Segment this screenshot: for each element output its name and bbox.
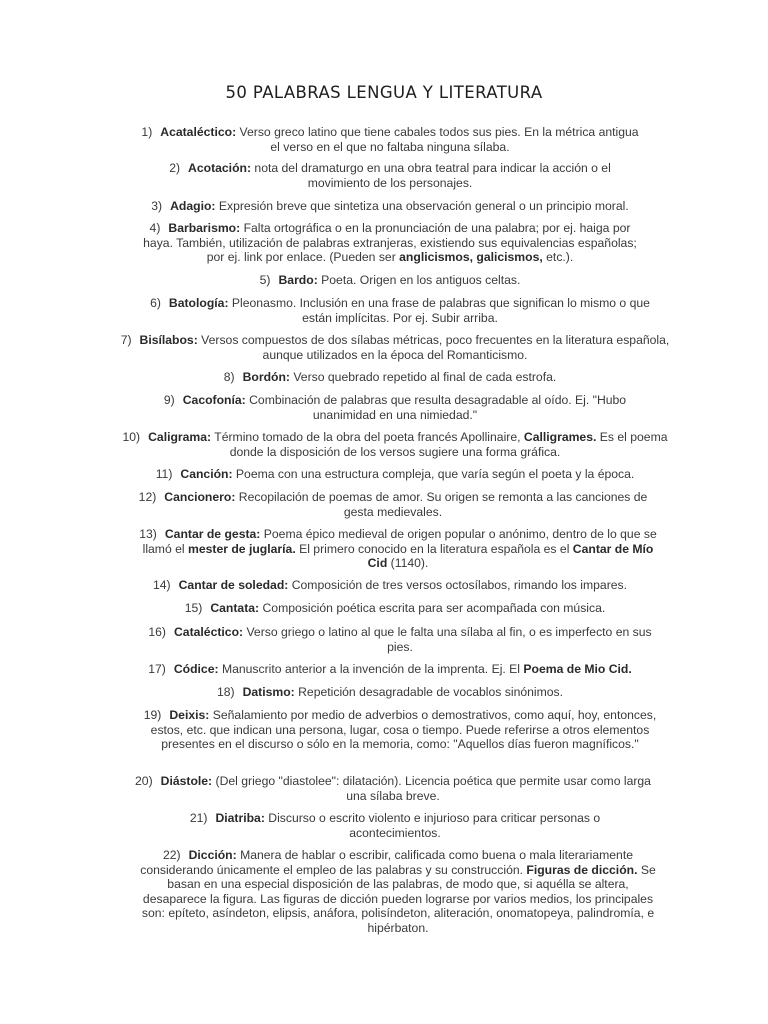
glossary-entry [140, 393, 650, 422]
entry-number: 20) [135, 774, 153, 788]
entry-number: 4) [149, 221, 161, 235]
glossary-entry [140, 161, 640, 190]
entry-text: Verso greco latino que tiene cabales todos sus pies. En la métrica antigua el verso en el que no faltaba ninguna sílaba. [236, 125, 639, 154]
entry-term: mester de juglaría. [188, 541, 296, 556]
entry-text: nota del dramaturgo en una obra teatral para indicar la acción o el movimiento de los personajes. [251, 161, 611, 190]
entry-number: 9) [163, 393, 175, 407]
entry-text: Poema con una estructura compleja, que varía según el poeta y la época. [232, 467, 635, 481]
entry-text: Discurso o escrito violento e injurioso para criticar personas o acontecimientos. [264, 811, 601, 840]
entry-text: El primero conocido en la literatura española es el [295, 541, 573, 556]
entry-text: etc.). [542, 250, 574, 265]
entry-number: 17) [148, 662, 166, 676]
entry-term: anglicismos, galicismos, [399, 250, 543, 265]
entry-number: 8) [223, 370, 235, 384]
entry-text: Composición poética escrita para ser acompañada con música. [259, 601, 606, 615]
entry-text: Pleonasmo. Inclusión en una frase de palabras que significan lo mismo o que están implícitas. Por ej. Subir arriba. [228, 296, 650, 325]
glossary-entry [135, 578, 645, 593]
entry-text: (1140). [387, 556, 429, 571]
entry-number: 5) [259, 273, 271, 287]
glossary-entry [200, 370, 580, 385]
entry-term: Datismo: [242, 685, 295, 699]
entry-text: Es el poema donde la disposición de los versos sugiere una forma gráfica. [229, 430, 668, 459]
entry-number: 2) [169, 161, 181, 175]
glossary-entry [200, 685, 580, 700]
entry-text: Repetición desagradable de vocablos sinónimos. [294, 685, 564, 699]
entry-number: 11) [155, 467, 173, 481]
entry-term: Bisílabos: [139, 333, 198, 347]
entry-term: Cantar de soledad: [178, 578, 289, 592]
glossary-entry [125, 662, 655, 677]
entry-term: Acotación: [188, 161, 252, 175]
entry-term: Batología: [168, 296, 229, 310]
entry-text: (Del griego "diastolee": dilatación). Licencia poética que permite usar como larga una sílaba breve. [212, 774, 651, 803]
entry-text: Manera de hablar o escribir, calificada como buena o mala literariamente considerando únicamente el empleo de las palabras y su construcción. [140, 848, 633, 877]
glossary-entry [130, 467, 660, 482]
entry-term: Cantar de gesta: [164, 527, 261, 541]
entry-number: 18) [216, 685, 235, 699]
entry-term: Cantata: [210, 601, 260, 615]
entry-term: Bordón: [242, 370, 290, 384]
entry-number: 12) [138, 490, 157, 504]
entry-text: Poema épico medieval de origen popular o anónimo, dentro de lo que se llamó el [142, 527, 657, 556]
entry-term: Cancionero: [164, 490, 236, 504]
entry-text: Versos compuestos de dos sílabas métricas, poco frecuentes en la literatura española, aunque utilizados en la época del Romanticismo. [197, 333, 670, 362]
entry-text: Recopilación de poemas de amor. Su origen se remonta a las canciones de gesta medievales. [235, 490, 648, 519]
entry-term: Deixis: [169, 708, 210, 722]
glossary-entry [170, 811, 620, 840]
entry-term: Acataléctico: [160, 125, 237, 139]
entry-term: Diástole: [160, 774, 213, 788]
glossary-entry [128, 774, 658, 803]
entry-term: Dicción: [188, 848, 237, 862]
entry-number: 6) [150, 296, 161, 310]
glossary-entry [120, 430, 670, 459]
document-title: 50 PALABRAS LENGUA Y LITERATURA [225, 83, 543, 102]
glossary-entry [140, 125, 640, 154]
glossary-entry [140, 221, 640, 265]
entry-text: Verso griego o latino al que le falta una sílaba al fin, o es imperfecto en sus pies. [243, 625, 652, 654]
entry-term: Bardo: [278, 273, 318, 287]
entry-number: 16) [148, 625, 166, 639]
glossary-entry [220, 273, 560, 288]
entry-text: Manuscrito anterior a la invención de la imprenta. Ej. El [218, 662, 524, 676]
glossary-entry [140, 625, 660, 654]
glossary-entry [165, 601, 625, 616]
entry-text: Expresión breve que sintetiza una observación general o un principio moral. [215, 199, 629, 213]
entry-term: Canción: [180, 467, 233, 481]
entry-text: Poeta. Origen en los antiguos celtas. [317, 273, 521, 287]
glossary-entry [128, 490, 658, 519]
entry-text: Término tomado de la obra del poeta francés Apollinaire, [211, 430, 524, 444]
entry-number: 3) [151, 199, 163, 213]
entry-term: Barbarismo: [168, 221, 241, 235]
entry-text: Verso quebrado repetido al final de cada estrofa. [289, 370, 557, 384]
entry-text: Composición de tres versos octosílabos, rimando los impares. [288, 578, 628, 592]
glossary-entry [140, 708, 660, 752]
entry-term: Caligrama: [148, 430, 212, 444]
entry-term: Calligrames. [523, 430, 597, 444]
entry-term: Diatriba: [215, 811, 265, 825]
entry-term: Figuras de dicción. [526, 862, 638, 877]
glossary-entry [138, 527, 658, 571]
entry-text: Falta ortográfica o en la pronunciación de una palabra; por ej. haiga por haya. También, utilización de palabras extranjeras, existiendo sus equivalencias españolas; por ej. link por enlace. (Pueden ser [143, 221, 637, 265]
entry-number: 1) [141, 125, 153, 139]
entry-number: 14) [152, 578, 171, 592]
entry-term: Cantar de Mío Cid [367, 541, 654, 571]
entry-number: 13) [139, 527, 157, 541]
entry-number: 21) [189, 811, 208, 825]
glossary-entry [138, 848, 658, 936]
entry-number: 7) [120, 333, 132, 347]
entry-term: Adagio: [170, 199, 216, 213]
entry-term: Poema de Mio Cid. [523, 662, 632, 676]
entry-text: Señalamiento por medio de adverbios o demostrativos, como aquí, hoy, entonces, estos, etc. que indican una persona, lugar, cosa o tiempo. Puede referirse a otros elementos presentes en el discurso o sólo en la memoria, como: "Aquellos días fueron magníficos." [150, 708, 657, 752]
glossary-entry [115, 333, 675, 362]
entry-number: 19) [143, 708, 162, 722]
glossary-entry [140, 296, 660, 325]
glossary-entry [120, 199, 660, 214]
entry-text: Combinación de palabras que resulta desagradable al oído. Ej. "Hubo unanimidad en una nimiedad." [245, 393, 627, 422]
entry-number: 15) [184, 601, 203, 615]
entry-text: Se basan en una especial disposición de las palabras, de modo que, si aquélla se altera, desaparece la figura. Las figuras de dicción pueden lograrse por varios medios, los principales son: epíteto, asíndeton, elipsis, anáfora, polisíndeton, aliteración, onomatopeya, palindromía, e hipérbaton. [141, 862, 656, 935]
entry-term: Códice: [173, 662, 219, 676]
entry-number: 22) [162, 848, 181, 862]
entry-term: Cacofonía: [182, 393, 246, 407]
entry-term: Cataléctico: [174, 625, 244, 639]
entry-number: 10) [122, 430, 141, 444]
